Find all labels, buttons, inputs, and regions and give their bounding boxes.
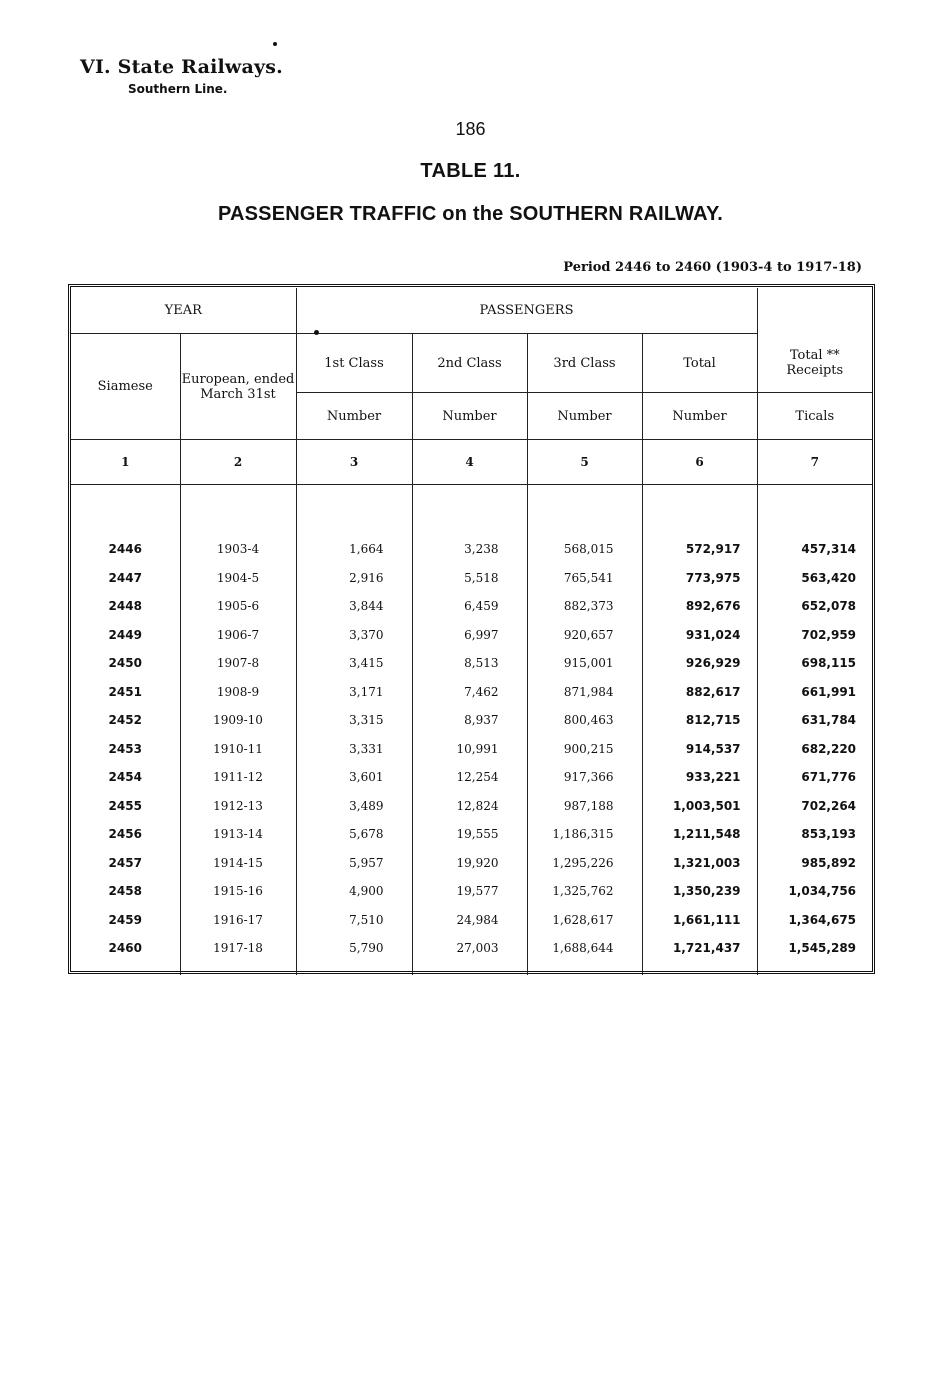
column-number: 5 xyxy=(527,440,642,485)
cell-second-class: 19,920 xyxy=(412,849,527,878)
cell-european-year: 1911-12 xyxy=(180,763,296,792)
cell-receipts: 563,420 xyxy=(801,570,857,585)
cell-siamese-year: 2449 xyxy=(71,621,180,650)
cell-european-year: 1903-4 xyxy=(180,535,296,564)
table-row xyxy=(71,678,872,707)
header-first-class-label: 1st Class xyxy=(324,355,384,371)
cell-receipts: 682,220 xyxy=(801,741,857,756)
padding-cell xyxy=(527,963,642,975)
cell-total: 1,661,111 xyxy=(642,906,757,935)
table-bottom-padding xyxy=(71,963,872,975)
cell-siamese-year: 2454 xyxy=(71,763,180,792)
cell-european-year: 1915-16 xyxy=(180,877,296,906)
header-passengers: PASSENGERS xyxy=(296,288,757,334)
cell-third-class: 1,628,617 xyxy=(527,906,642,935)
cell-siamese-year: 2459 xyxy=(71,906,180,935)
cell-first-class: 4,900 xyxy=(296,877,412,906)
header-year: YEAR xyxy=(71,288,296,334)
column-number: 3 xyxy=(296,440,412,485)
table-container xyxy=(71,288,872,975)
header-third-class: 3rd Class xyxy=(527,334,642,393)
table-row xyxy=(71,934,872,963)
cell-second-class: 6,997 xyxy=(412,621,527,650)
cell-european-year: 1913-14 xyxy=(180,820,296,849)
cell-european-year: 1909-10 xyxy=(180,706,296,735)
cell-siamese-year: 2455 xyxy=(71,792,180,821)
subsection-heading: Southern Line. xyxy=(128,82,228,96)
spacer-cell xyxy=(757,485,872,536)
cell-second-class: 5,518 xyxy=(412,564,527,593)
cell-receipts: 652,078 xyxy=(801,599,857,614)
cell-european-year: 1904-5 xyxy=(180,564,296,593)
unit-first-class: Number xyxy=(296,393,412,440)
cell-third-class: 900,215 xyxy=(527,735,642,764)
cell-receipts: 671,776 xyxy=(801,770,857,785)
table-row xyxy=(71,792,872,821)
cell-second-class: 10,991 xyxy=(412,735,527,764)
cell-total: 892,676 xyxy=(642,592,757,621)
cell-siamese-year: 2460 xyxy=(71,934,180,963)
cell-european-year: 1908-9 xyxy=(180,678,296,707)
column-number: 7 xyxy=(757,440,872,485)
cell-first-class: 7,510 xyxy=(296,906,412,935)
cell-european-year: 1905-6 xyxy=(180,592,296,621)
header-total: Total xyxy=(642,334,757,393)
cell-receipts: 631,784 xyxy=(801,713,857,728)
cell-third-class: 917,366 xyxy=(527,763,642,792)
cell-siamese-year: 2450 xyxy=(71,649,180,678)
cell-first-class: 3,331 xyxy=(296,735,412,764)
unit-receipts: Ticals xyxy=(757,393,872,440)
table-row xyxy=(71,763,872,792)
cell-receipts: 1,364,675 xyxy=(788,912,857,927)
cell-first-class: 3,601 xyxy=(296,763,412,792)
table-row xyxy=(71,564,872,593)
cell-third-class: 871,984 xyxy=(527,678,642,707)
cell-third-class: 987,188 xyxy=(527,792,642,821)
cell-second-class: 8,937 xyxy=(412,706,527,735)
cell-total: 931,024 xyxy=(642,621,757,650)
table-row xyxy=(71,849,872,878)
cell-first-class: 5,790 xyxy=(296,934,412,963)
cell-total: 812,715 xyxy=(642,706,757,735)
header-first-class xyxy=(296,334,412,393)
cell-second-class: 12,824 xyxy=(412,792,527,821)
cell-second-class: 3,238 xyxy=(412,535,527,564)
cell-european-year: 1912-13 xyxy=(180,792,296,821)
table-row xyxy=(71,906,872,935)
header-dot-mark xyxy=(314,330,319,335)
cell-total: 882,617 xyxy=(642,678,757,707)
cell-siamese-year: 2446 xyxy=(71,535,180,564)
spacer-cell xyxy=(71,485,180,536)
cell-total: 572,917 xyxy=(642,535,757,564)
cell-total: 1,721,437 xyxy=(642,934,757,963)
cell-first-class: 3,844 xyxy=(296,592,412,621)
header-total-receipts: Total ** Receipts xyxy=(757,334,872,393)
spacer-cell xyxy=(180,485,296,536)
table-row xyxy=(71,820,872,849)
padding-cell xyxy=(642,963,757,975)
cell-third-class: 800,463 xyxy=(527,706,642,735)
cell-receipts: 985,892 xyxy=(801,855,857,870)
cell-european-year: 1907-8 xyxy=(180,649,296,678)
period-note: Period 2446 to 2460 (1903-4 to 1917-18) xyxy=(563,260,862,275)
padding-cell xyxy=(296,963,412,975)
spacer-cell xyxy=(412,485,527,536)
unit-second-class: Number xyxy=(412,393,527,440)
section-heading: VI. State Railways. xyxy=(80,56,283,78)
table-title: PASSENGER TRAFFIC on the SOUTHERN RAILWAY. xyxy=(217,203,724,225)
cell-siamese-year: 2458 xyxy=(71,877,180,906)
cell-receipts: 1,545,289 xyxy=(788,941,857,956)
cell-european-year: 1916-17 xyxy=(180,906,296,935)
column-number: 1 xyxy=(71,440,180,485)
cell-receipts: 702,959 xyxy=(801,627,857,642)
cell-total: 1,003,501 xyxy=(642,792,757,821)
cell-first-class: 3,415 xyxy=(296,649,412,678)
unit-total: Number xyxy=(642,393,757,440)
cell-first-class: 1,664 xyxy=(296,535,412,564)
cell-second-class: 7,462 xyxy=(412,678,527,707)
cell-receipts: 457,314 xyxy=(801,542,857,557)
cell-second-class: 24,984 xyxy=(412,906,527,935)
cell-first-class: 2,916 xyxy=(296,564,412,593)
column-number: 6 xyxy=(642,440,757,485)
cell-third-class: 920,657 xyxy=(527,621,642,650)
cell-total: 1,321,003 xyxy=(642,849,757,878)
table-row xyxy=(71,592,872,621)
header-receipts-spacer xyxy=(757,288,872,334)
cell-first-class: 5,957 xyxy=(296,849,412,878)
table-row xyxy=(71,649,872,678)
cell-third-class: 1,186,315 xyxy=(527,820,642,849)
spacer-cell xyxy=(527,485,642,536)
padding-cell xyxy=(71,963,180,975)
cell-siamese-year: 2451 xyxy=(71,678,180,707)
table-row xyxy=(71,706,872,735)
cell-receipts: 853,193 xyxy=(801,827,857,842)
spacer-cell xyxy=(296,485,412,536)
page-number: 186 xyxy=(455,119,486,139)
column-number: 4 xyxy=(412,440,527,485)
cell-third-class: 1,688,644 xyxy=(527,934,642,963)
table-row xyxy=(71,535,872,564)
top-dot-mark xyxy=(273,42,277,46)
cell-siamese-year: 2447 xyxy=(71,564,180,593)
unit-third-class: Number xyxy=(527,393,642,440)
cell-receipts: 698,115 xyxy=(801,656,857,671)
cell-receipts: 1,034,756 xyxy=(788,884,857,899)
padding-cell xyxy=(757,963,872,975)
cell-receipts: 702,264 xyxy=(801,798,857,813)
passenger-traffic-table xyxy=(71,288,872,975)
table-number: TABLE 11. xyxy=(420,160,521,182)
cell-first-class: 3,370 xyxy=(296,621,412,650)
table-row xyxy=(71,735,872,764)
cell-european-year: 1917-18 xyxy=(180,934,296,963)
cell-third-class: 1,295,226 xyxy=(527,849,642,878)
cell-total: 914,537 xyxy=(642,735,757,764)
header-second-class: 2nd Class xyxy=(412,334,527,393)
cell-total: 1,350,239 xyxy=(642,877,757,906)
header-european: European, ended March 31st xyxy=(180,334,296,440)
column-number: 2 xyxy=(180,440,296,485)
cell-total: 926,929 xyxy=(642,649,757,678)
cell-third-class: 765,541 xyxy=(527,564,642,593)
cell-third-class: 915,001 xyxy=(527,649,642,678)
cell-third-class: 1,325,762 xyxy=(527,877,642,906)
cell-first-class: 5,678 xyxy=(296,820,412,849)
cell-siamese-year: 2448 xyxy=(71,592,180,621)
cell-second-class: 12,254 xyxy=(412,763,527,792)
cell-first-class: 3,315 xyxy=(296,706,412,735)
cell-first-class: 3,489 xyxy=(296,792,412,821)
padding-cell xyxy=(180,963,296,975)
spacer-cell xyxy=(642,485,757,536)
cell-second-class: 19,555 xyxy=(412,820,527,849)
cell-total: 1,211,548 xyxy=(642,820,757,849)
cell-european-year: 1910-11 xyxy=(180,735,296,764)
cell-european-year: 1914-15 xyxy=(180,849,296,878)
cell-total: 773,975 xyxy=(642,564,757,593)
padding-cell xyxy=(412,963,527,975)
cell-second-class: 27,003 xyxy=(412,934,527,963)
cell-second-class: 6,459 xyxy=(412,592,527,621)
header-siamese: Siamese xyxy=(71,334,180,440)
cell-second-class: 19,577 xyxy=(412,877,527,906)
table-row xyxy=(71,621,872,650)
cell-third-class: 882,373 xyxy=(527,592,642,621)
cell-receipts: 661,991 xyxy=(801,684,857,699)
cell-second-class: 8,513 xyxy=(412,649,527,678)
cell-first-class: 3,171 xyxy=(296,678,412,707)
cell-siamese-year: 2457 xyxy=(71,849,180,878)
cell-third-class: 568,015 xyxy=(527,535,642,564)
cell-total: 933,221 xyxy=(642,763,757,792)
cell-european-year: 1906-7 xyxy=(180,621,296,650)
cell-siamese-year: 2453 xyxy=(71,735,180,764)
cell-siamese-year: 2456 xyxy=(71,820,180,849)
table-row xyxy=(71,877,872,906)
cell-siamese-year: 2452 xyxy=(71,706,180,735)
